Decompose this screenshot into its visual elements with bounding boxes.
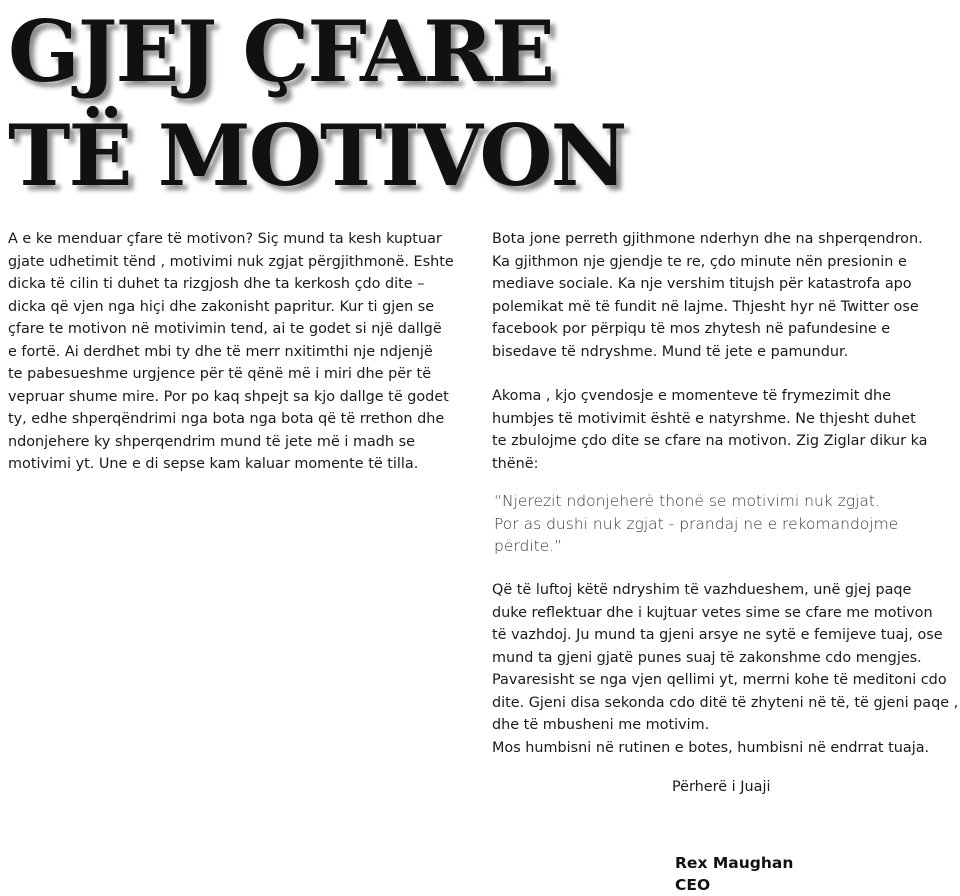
p3-line-8: Mos humbisni në rutinen e botes, humbisni në endrrat tuaja. [492, 739, 930, 756]
p2-line-1: Akoma , kjo çvendosje e momenteve të frymezimit dhe [492, 388, 892, 404]
signature-block [675, 852, 793, 896]
p1-line-1: Bota jone perreth gjithmone nderhyn dhe na shperqendron. [492, 231, 923, 247]
p3-line-2: duke reflektuar dhe i kujtuar vetes sime se cfare me motivon [492, 604, 933, 621]
right-column-top [492, 228, 960, 475]
quote-line-2: Por as dushi nuk zgjat - prandaj ne e rekomandojme [494, 514, 899, 533]
p3-line-3: të vazhdoj. Ju mund ta gjeni arsye ne sytë e femijeve tuaj, ose [492, 627, 943, 643]
left-line-7: te pabesueshme urgjence për të qënë më i miri dhe për të [8, 366, 432, 382]
left-line-2: gjate udhetimit tënd , motivimi nuk zgjat përgjithmonë. Eshte [8, 253, 454, 270]
left-line-8: vepruar shume mire. Por po kaq shpejt sa kjo dallge të godet [8, 388, 449, 405]
p2-line-3: te zbulojme çdo dite se cfare na motivon. Zig Ziglar dikur ka [492, 433, 928, 449]
signature-name: Rex Maughan [675, 854, 794, 872]
p1-line-6: bisedave të ndryshme. Mund të jete e pamundur. [492, 343, 849, 360]
left-line-11: motivimi yt. Une e di sepse kam kaluar momente të tilla. [8, 456, 419, 472]
signature-role: CEO [675, 876, 711, 894]
left-line-6: e fortë. Ai derdhet mbi ty dhe të merr nxitimthi nje ndjenjë [8, 343, 433, 360]
p3-line-5: Pavaresisht se nga vjen qellimi yt, merrni kohe të meditoni cdo [492, 672, 947, 688]
p1-line-2: Ka gjithmon nje gjendje te re, çdo minute nën presionin e [492, 253, 907, 270]
right-column-bottom [492, 579, 958, 759]
quote-line-3: përdite.” [494, 537, 563, 555]
p3-line-1: Që të luftoj këtë ndryshim të vazhdueshem, unë gjej paqe [492, 582, 912, 598]
ziglar-quote [494, 490, 960, 558]
left-column [8, 228, 468, 476]
p2-line-2: humbjes të motivimit është e natyrshme. Ne thjesht duhet [492, 410, 916, 427]
paragraph-gap [492, 363, 960, 385]
left-line-5: çfare te motivon në motivimin tend, ai te godet si një dallgë [8, 321, 442, 337]
left-line-1: A e ke menduar çfare të motivon? Siç mund ta kesh kuptuar [8, 231, 442, 247]
title-line-1: GJEJ ÇFARE [8, 2, 554, 101]
p1-line-5: facebook por përpiqu të mos zhytesh në pafundesine e [492, 321, 891, 337]
p3-line-7: dhe të mbusheni me motivim. [492, 717, 710, 733]
left-line-10: ndonjehere ky shperqendrim mund të jete më i madh se [8, 433, 415, 450]
left-line-4: dicka që vjen nga hiçi dhe zakonisht papritur. Kur ti gjen se [8, 298, 435, 315]
left-line-3: dicka të cilin ti duhet ta rizgjosh dhe ta kerkosh çdo dite – [8, 276, 425, 292]
left-line-9: ty, edhe shperqëndrimi nga bota nga bota që të rrethon dhe [8, 411, 445, 427]
title-line-2: TË MOTIVON [8, 106, 626, 205]
page-title [8, 0, 625, 208]
paragraph-1 [492, 228, 960, 363]
p2-line-4: thënë: [492, 455, 539, 472]
p1-line-3: mediave sociale. Ka nje vershim titujsh për katastrofa apo [492, 276, 912, 292]
p3-line-4: mund ta gjeni gjatë punes suaj të zakonshme cdo mengjes. [492, 649, 922, 666]
paragraph-2 [492, 385, 960, 475]
p1-line-4: polemikat më të fundit në lajme. Thjesht hyr në Twitter ose [492, 298, 919, 315]
p3-line-6: dite. Gjeni disa sekonda cdo ditë të zhyteni në të, të gjeni paqe , [492, 694, 959, 711]
signoff: Përherë i Juaji [672, 779, 771, 795]
quote-line-1: “Njerezit ndonjeherë thonë se motivimi nuk zgjat. [494, 492, 880, 510]
